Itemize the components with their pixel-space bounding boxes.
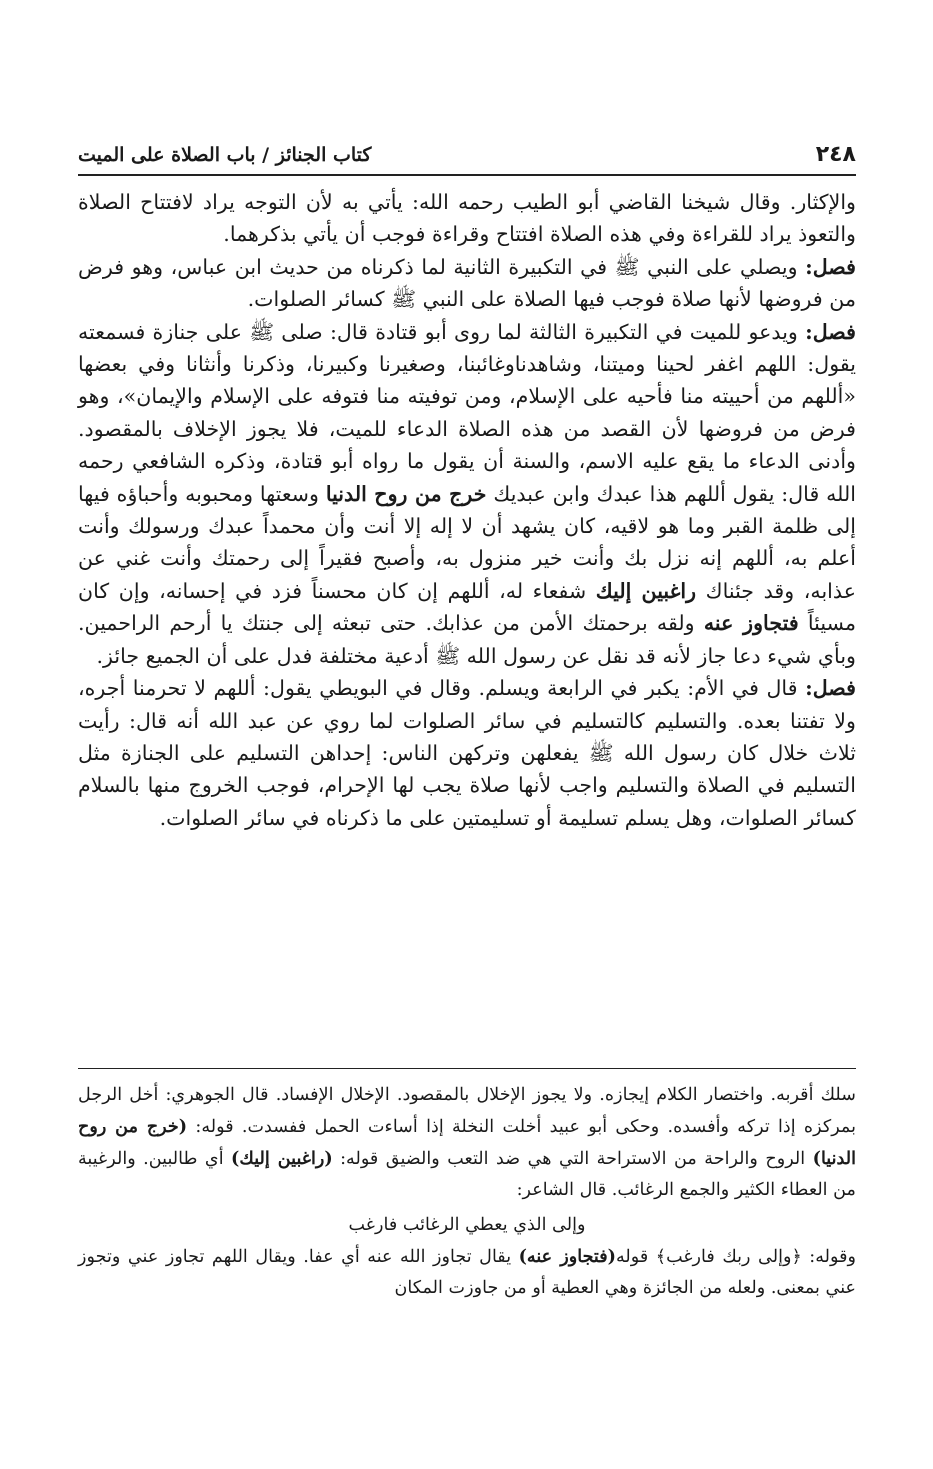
footnote-2-text-1: وقوله: ﴿وإلى ربك فارغب﴾ قوله	[615, 1247, 856, 1267]
page-number: ٢٤٨	[815, 142, 856, 167]
footnote-1	[78, 1080, 856, 1206]
footnote-1-text-2: الروح والراحة من الاستراحة التي هي ضد التعب والضيق قوله:	[332, 1149, 813, 1169]
bold-phrase-2: راغبين إليك	[595, 578, 697, 603]
paragraph-1-text: والإكثار. وقال شيخنا القاضي أبو الطيب رحمه الله: يأتي به لأن التوجه يراد لافتتاح الصلاة والتعوذ يراد للقراءة وفي هذه الصلاة افتتاح وقراءة فوجب أن يأتي بذكرهما.	[78, 190, 856, 247]
paragraph-4-text: قال في الأم: يكبر في الرابعة ويسلم. وقال في البويطي يقول: أللهم لا تحرمنا أجره، ولا تفتنا بعده. والتسليم كالتسليم في سائر الصلوات لما روي عن عبد الله أنه قال: رأيت ثلاث خلال كان رسول الله ﷺ يفعلهن وتركهن الناس: إحداهن التسليم على الجنازة مثل التسليم في الصلاة والتسليم واجب لأنها صلاة يجب لها الإحرام، فوجب الخروج منها بالسلام كسائر الصلوات، وهل يسلم تسليمة أو تسليمتين على ما ذكرناه في سائر الصلوات.	[78, 676, 856, 830]
footnote-1-text-3: أي طالبين. والرغيبة من العطاء الكثير والجمع الرغائب. قال الشاعر:	[78, 1149, 856, 1200]
footnote-bold-1: (خرج من روح الدنيا)	[78, 1116, 856, 1169]
paragraph-3-text-3: شفعاء له، أللهم إن كان محسناً فزد في إحسانه، وإن كان مسيئاً	[78, 578, 857, 636]
running-title: كتاب الجنائز / باب الصلاة على الميت	[78, 144, 372, 166]
paragraph-4	[78, 672, 856, 834]
main-text	[78, 186, 856, 834]
paragraph-3-text-4: ولقه برحمتك الأمن من عذابك. حتى تبعثه إلى جنتك يا أرحم الراحمين. وبأي شيء دعا جاز لأنه قد نقل عن رسول الله ﷺ أدعية مختلفة فدل على أن الجميع جائز.	[78, 611, 856, 668]
footnote-bold-2: (راغبين إليك)	[231, 1148, 333, 1169]
footnote-divider	[78, 1068, 856, 1069]
footnote-bold-3: (فتجاوز عنه)	[518, 1246, 616, 1267]
paragraph-2	[78, 251, 856, 316]
bold-phrase-3: فتجاوز عنه	[703, 611, 799, 636]
paragraph-3	[78, 316, 856, 672]
section-heading: فصل:	[805, 676, 856, 701]
poetry-verse: وإلى الذي يعطي الرغائب فارغب	[348, 1215, 586, 1235]
page-header	[78, 140, 856, 176]
footnotes	[78, 1080, 856, 1304]
paragraph-3-text-2: وسعتها ومحبوبه وأحباؤه فيها إلى ظلمة القبر وما هو لاقيه، كان يشهد أن لا إله إلا أنت وأن محمداً عبدك ورسولك وأنت أعلم به، أللهم إنه نزل بك وأنت خير منزول به، وأصبح فقيراً إلى رحمتك وأنت غني عن عذابه، وقد جئناك	[78, 481, 856, 603]
footnote-2-text-2: يقال تجاوز الله عنه أي عفا. ويقال اللهم تجاوز عني وتجوز عني بمعنى. ولعله من الجائزة وهي العطية أو من جاوزت المكان	[78, 1247, 856, 1298]
book-page	[78, 140, 856, 1440]
bold-phrase-1: خرج من روح الدنيا	[325, 481, 487, 506]
section-heading: فصل:	[805, 319, 856, 344]
footnote-1-text-1: سلك أقربه. واختصار الكلام إيجازه. ولا يجوز الإخلال بالمقصود. الإخلال الإفساد. قال الجوهري: أخل الرجل بمركزه إذا تركه وأفسده. وحكى أبو عبيد أخلت النخلة إذا أساءت الحمل ففسدت. قوله:	[78, 1085, 856, 1137]
paragraph-3-text-1: ويدعو للميت في التكبيرة الثالثة لما روى أبو قتادة قال: صلى ﷺ على جنازة فسمعته يقول: اللهم اغفر لحينا وميتنا، وشاهدناوغائبنا، وصغيرنا وكبيرنا، وذكرنا وأنثانا وفي بعضها «أللهم من أحييته منا فأحيه على الإسلام، ومن توفيته منا فتوفه على الإسلام والإيمان»، وهو فرض من فروضها لأن القصد من هذه الصلاة الدعاء للميت، فلا يجوز الإخلاف بالمقصود. وأدنى الدعاء ما يقع عليه الاسم، والسنة أن يقول ما رواه أبو قتادة، وذكره الشافعي رحمه الله قال: يقول أللهم هذا عبدك وابن عبديك	[78, 319, 856, 506]
footnote-2	[78, 1241, 856, 1304]
paragraph-2-text: ويصلي على النبي ﷺ في التكبيرة الثانية لما ذكرناه من حديث ابن عباس، وهو فرض من فروضها لأنها صلاة فوجب فيها الصلاة على النبي ﷺ كسائر الصلوات.	[78, 254, 856, 312]
section-heading: فصل:	[805, 254, 856, 279]
paragraph-1	[78, 186, 856, 251]
